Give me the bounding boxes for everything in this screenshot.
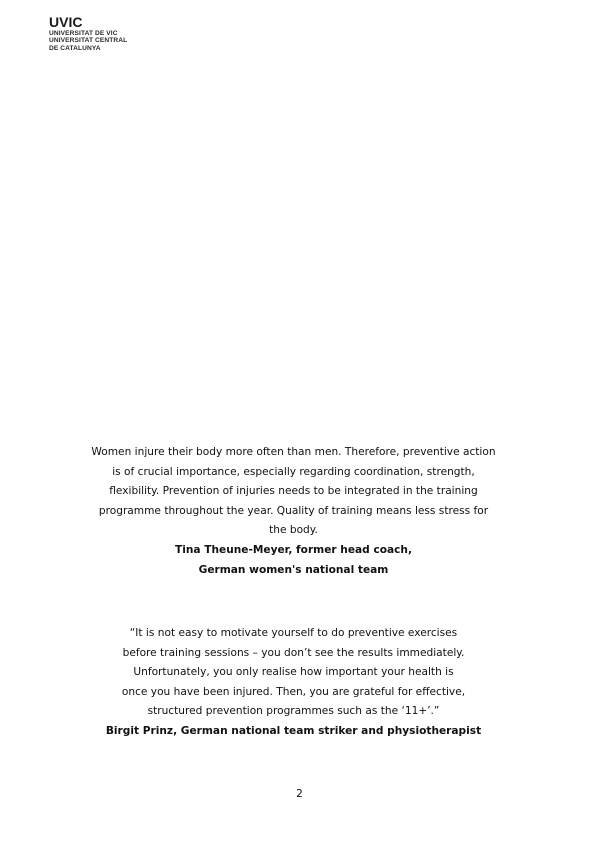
quote-attribution: Birgit Prinz, German national team striker and physiotherapist	[105, 724, 482, 737]
quote-line: the body.	[269, 524, 318, 537]
quote-line: before training sessions – you don’t see the results immediately.	[122, 646, 465, 659]
logo-line-1: UNIVERSITAT DE VIC	[49, 30, 118, 37]
university-logo	[49, 15, 159, 52]
quote-line: structured prevention programmes such as the ‘11+’.”	[147, 705, 440, 718]
quote-line: Unfortunately, you only realise how important your health is	[133, 666, 454, 679]
quote-line: “It is not easy to motivate yourself to do preventive exercises	[129, 627, 458, 639]
logo-line-3: DE CATALUNYA	[49, 44, 101, 52]
quote-attribution: German women's national team	[198, 563, 389, 576]
page-number: 2	[296, 788, 303, 800]
quote-line: Women injure their body more often than men. Therefore, preventive action	[91, 446, 496, 458]
logo-line-2: UNIVERSITAT CENTRAL	[49, 37, 128, 45]
quote-block-player	[60, 624, 527, 742]
quote-block-coach	[70, 443, 517, 580]
quote-line: once you have been injured. Then, you are grateful for effective,	[121, 685, 466, 698]
quote-line: programme throughout the year. Quality of training means less stress for	[98, 504, 489, 517]
logo-mark: UVIC	[49, 14, 83, 30]
quote-line: is of crucial importance, especially regarding coordination, strength,	[112, 465, 475, 478]
quote-attribution: Tina Theune-Meyer, former head coach,	[175, 543, 412, 556]
quote-line: flexibility. Prevention of injuries needs to be integrated in the training	[109, 485, 478, 498]
